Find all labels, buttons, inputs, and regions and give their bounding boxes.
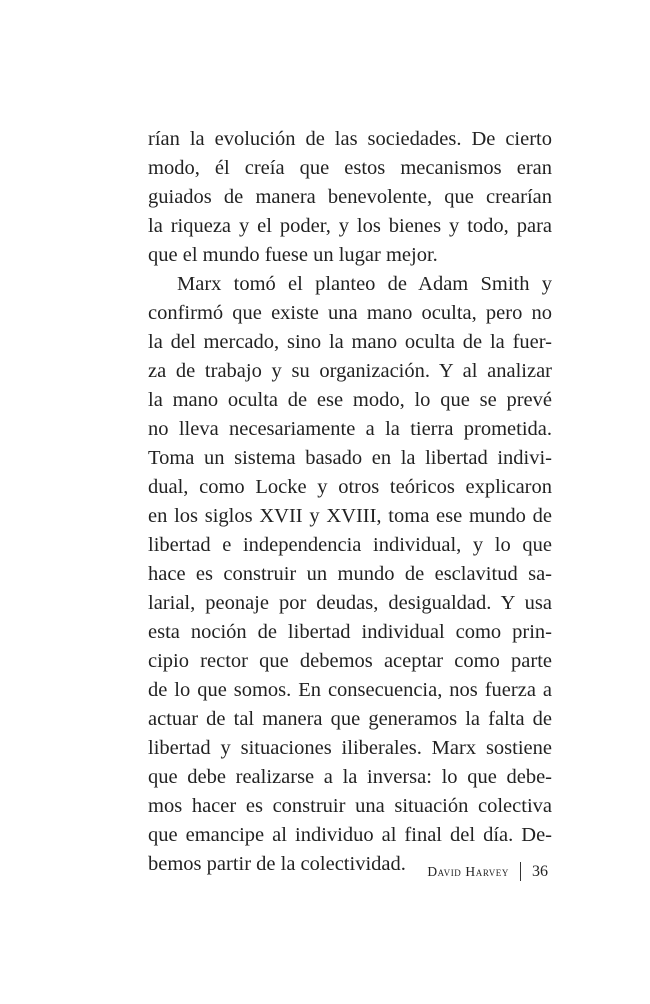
text-line: larial, peonaje por deudas, desigualdad. Y usa bbox=[148, 592, 552, 614]
text-line: esta noción de libertad individual como prin- bbox=[148, 621, 552, 643]
text-line: de lo que somos. En consecuencia, nos fuerza a bbox=[148, 679, 552, 701]
text-line: la mano oculta de ese modo, lo que se prevé bbox=[148, 389, 552, 411]
page-number: 36 bbox=[532, 862, 548, 880]
text-line: en los siglos XVII y XVIII, toma ese mundo de bbox=[148, 505, 552, 527]
text-line: modo, él creía que estos mecanismos eran bbox=[148, 157, 552, 179]
text-line: dual, como Locke y otros teóricos explicaron bbox=[148, 476, 552, 498]
text-line: no lleva necesariamente a la tierra prometida. bbox=[148, 418, 552, 440]
text-line: confirmó que existe una mano oculta, pero no bbox=[148, 302, 552, 324]
text-line: libertad e independencia individual, y lo que bbox=[148, 534, 552, 556]
text-line: rían la evolución de las sociedades. De cierto bbox=[148, 128, 552, 150]
text-line: za de trabajo y su organización. Y al analizar bbox=[148, 360, 552, 382]
text-line: que emancipe al individuo al final del día. De- bbox=[148, 824, 552, 846]
text-line: que debe realizarse a la inversa: lo que debe- bbox=[148, 766, 552, 788]
running-footer bbox=[427, 862, 548, 881]
text-line: guiados de manera benevolente, que crearían bbox=[148, 186, 552, 208]
text-line: hace es construir un mundo de esclavitud sa- bbox=[148, 563, 552, 585]
text-line: bemos partir de la colectividad. bbox=[148, 853, 406, 875]
footer-divider bbox=[520, 862, 521, 881]
text-line: mos hacer es construir una situación colectiva bbox=[148, 795, 552, 817]
text-line: libertad y situaciones iliberales. Marx sostiene bbox=[148, 737, 552, 759]
body-text bbox=[148, 125, 552, 879]
text-line: cipio rector que debemos aceptar como parte bbox=[148, 650, 552, 672]
paragraph-first-line: Marx tomó el planteo de Adam Smith y bbox=[177, 273, 552, 295]
text-line: la riqueza y el poder, y los bienes y todo, para bbox=[148, 215, 552, 237]
text-line: que el mundo fuese un lugar mejor. bbox=[148, 244, 438, 266]
author-name: David Harvey bbox=[427, 863, 509, 879]
text-line: Toma un sistema basado en la libertad indivi- bbox=[148, 447, 552, 469]
text-line: actuar de tal manera que generamos la falta de bbox=[148, 708, 552, 730]
text-line: la del mercado, sino la mano oculta de la fuer- bbox=[148, 331, 552, 353]
